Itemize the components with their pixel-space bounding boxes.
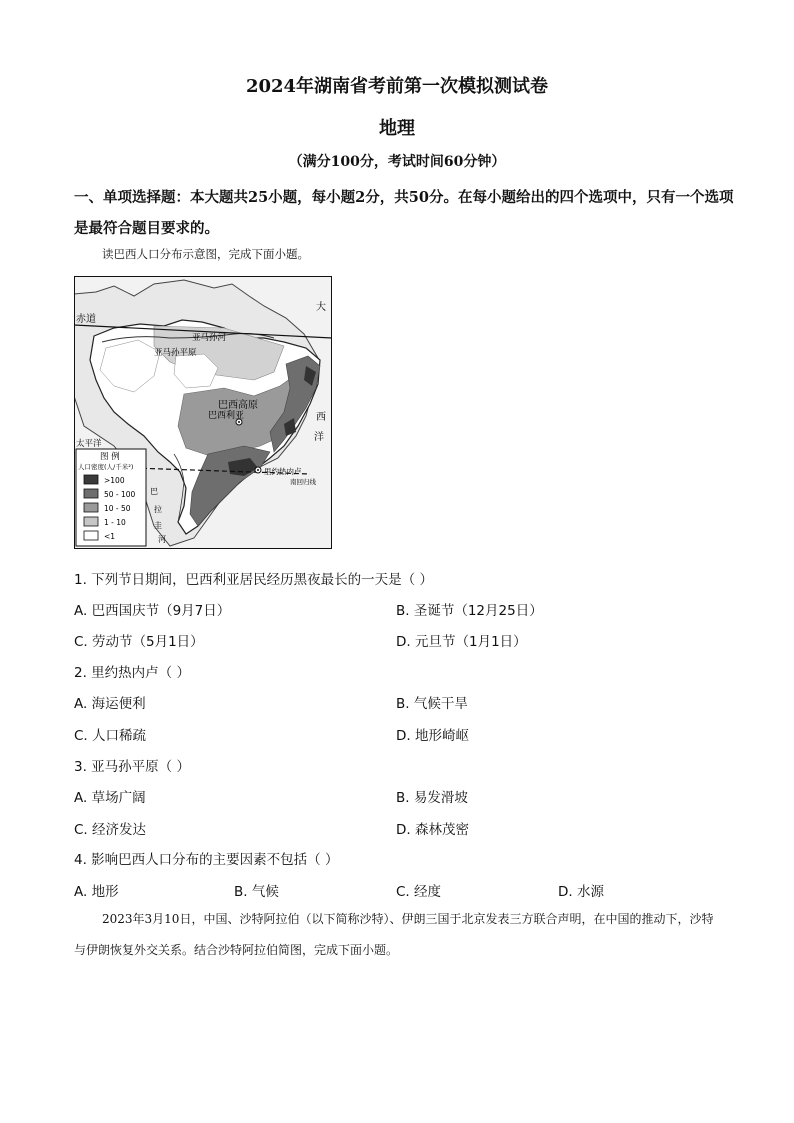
legend-label-2: 10 - 50	[104, 504, 131, 513]
question-3-option-b[interactable]: B. 易发滑坡	[396, 790, 468, 806]
question-4-option-b[interactable]: B. 气候	[234, 884, 279, 900]
question-2-option-d[interactable]: D. 地形崎岖	[396, 728, 469, 744]
legend-label-0: >100	[104, 476, 125, 485]
exam-title: 2024年湖南省考前第一次模拟测试卷	[245, 76, 549, 97]
exam-subject: 地理	[379, 118, 415, 139]
legend-swatch-2	[84, 503, 98, 512]
legend-swatch-3	[84, 517, 98, 526]
equator-label: 赤道	[76, 314, 96, 325]
question-1-option-a[interactable]: A. 巴西国庆节（9月7日）	[74, 603, 231, 619]
question-4-option-a[interactable]: A. 地形	[74, 884, 119, 900]
question-4-option-d[interactable]: D. 水源	[558, 884, 604, 900]
legend-label-1: 50 - 100	[104, 490, 136, 499]
question-3-option-d[interactable]: D. 森林茂密	[396, 822, 469, 838]
paraguay-river-2: 拉	[154, 505, 162, 514]
amazon-plain-label: 亚马孙平原	[154, 348, 197, 358]
paraguay-river-3: 圭	[154, 521, 162, 530]
legend-swatch-0	[84, 475, 98, 484]
question-2-option-b[interactable]: B. 气候干旱	[396, 696, 468, 712]
brazil-population-map	[74, 276, 332, 549]
question-2-option-c[interactable]: C. 人口稀疏	[74, 728, 147, 744]
paraguay-river-4: 河	[158, 535, 166, 544]
score-note: （满分100分，考试时间60分钟）	[288, 154, 506, 170]
section-heading: 一、单项选择题：本大题共25小题，每小题2分，共50分。在每小题给出的四个选项中，只有一个选项是最符合题目要求的。	[74, 189, 734, 237]
question-1-option-c[interactable]: C. 劳动节（5月1日）	[74, 634, 204, 650]
question-1-option-d[interactable]: D. 元旦节（1月1日）	[396, 634, 527, 650]
legend-label-4: <1	[104, 532, 116, 541]
pacific-label: 太平洋	[76, 439, 102, 449]
question-2-stem: 2. 里约热内卢（ ）	[74, 665, 190, 681]
question-1-stem: 1. 下列节日期间，巴西利亚居民经历黑夜最长的一天是（ ）	[74, 572, 433, 588]
question-1-option-b[interactable]: B. 圣诞节（12月25日）	[396, 603, 543, 619]
legend-title: 图 例	[100, 452, 120, 462]
rio-label: 里约热内卢	[264, 467, 302, 476]
map-legend	[76, 449, 146, 546]
amazon-river-label: 亚马孙河	[192, 333, 227, 343]
legend-subtitle: 人口密度(人/千米²)	[78, 463, 134, 471]
brazil-plateau-label: 巴西高原	[218, 400, 258, 411]
atlantic-label-3: 洋	[314, 432, 324, 443]
tropic-label: 南回归线	[290, 478, 316, 486]
legend-swatch-1	[84, 489, 98, 498]
question-4-stem: 4. 影响巴西人口分布的主要因素不包括（ ）	[74, 852, 339, 868]
atlantic-label-2: 西	[316, 412, 326, 423]
question-4-option-c[interactable]: C. 经度	[396, 884, 442, 900]
passage-text: 2023年3月10日，中国、沙特阿拉伯（以下简称沙特）、伊朗三国于北京发表三方联合声明，在中国的推动下，沙特与伊朗恢复外交关系。结合沙特阿拉伯简图，完成下面小题。	[74, 912, 714, 957]
legend-label-3: 1 - 10	[104, 518, 126, 527]
question-3-option-a[interactable]: A. 草场广阔	[74, 790, 146, 806]
legend-swatch-4	[84, 531, 98, 540]
atlantic-label-1: 大	[316, 302, 326, 313]
question-3-option-c[interactable]: C. 经济发达	[74, 822, 147, 838]
question-3-stem: 3. 亚马孙平原（ ）	[74, 759, 190, 775]
question-intro: 读巴西人口分布示意图，完成下面小题。	[102, 247, 309, 261]
paraguay-river-1: 巴	[150, 487, 158, 496]
question-2-option-a[interactable]: A. 海运便利	[74, 696, 146, 712]
brasilia-label: 巴西利亚	[208, 411, 245, 421]
